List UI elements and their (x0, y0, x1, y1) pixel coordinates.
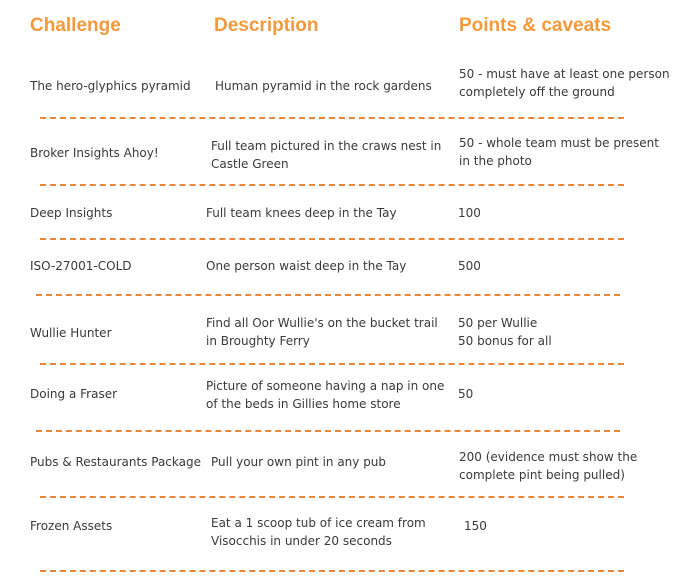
row-3-description: Full team knees deep in the Tay (206, 206, 397, 220)
row-4-challenge: ISO-27001-COLD (30, 259, 132, 273)
row-6-challenge: Doing a Fraser (30, 387, 118, 401)
row-5-points: 50 per Wullie 50 bonus for all (458, 316, 552, 348)
row-divider (40, 363, 624, 365)
row-3-challenge: Deep Insights (30, 206, 113, 220)
row-divider (40, 496, 624, 498)
row-8-points: 150 (464, 519, 487, 533)
row-divider (40, 117, 624, 119)
row-8-challenge: Frozen Assets (30, 519, 113, 533)
row-divider (40, 238, 624, 240)
row-7-challenge: Pubs & Restaurants Package (30, 455, 201, 469)
row-7-points: 200 (evidence must show the complete pint being pulled) (459, 450, 638, 482)
row-3-points: 100 (458, 206, 481, 220)
row-4-description: One person waist deep in the Tay (206, 259, 407, 273)
row-1-description: Human pyramid in the rock gardens (215, 79, 432, 93)
row-2-points: 50 - whole team must be present in the photo (459, 136, 659, 168)
row-divider (36, 430, 620, 432)
row-divider (36, 294, 620, 296)
row-divider (40, 570, 624, 572)
row-6-points: 50 (458, 387, 474, 401)
row-divider (40, 184, 624, 186)
header-points: Points & caveats (459, 15, 612, 36)
row-8-description: Eat a 1 scoop tub of ice cream from Visocchis in under 20 seconds (211, 516, 426, 548)
row-5-description: Find all Oor Wullie's on the bucket trail in Broughty Ferry (206, 316, 438, 348)
row-2-challenge: Broker Insights Ahoy! (30, 146, 159, 160)
row-1-points: 50 - must have at least one person completely off the ground (459, 67, 670, 99)
row-6-description: Picture of someone having a nap in one of the beds in Gillies home store (206, 379, 445, 411)
row-4-points: 500 (458, 259, 481, 273)
row-7-description: Pull your own pint in any pub (211, 455, 387, 469)
row-1-challenge: The hero-glyphics pyramid (30, 79, 191, 93)
header-description: Description (214, 15, 319, 36)
header-challenge: Challenge (30, 15, 121, 36)
row-5-challenge: Wullie Hunter (30, 326, 112, 340)
row-2-description: Full team pictured in the craws nest in Castle Green (211, 139, 442, 171)
